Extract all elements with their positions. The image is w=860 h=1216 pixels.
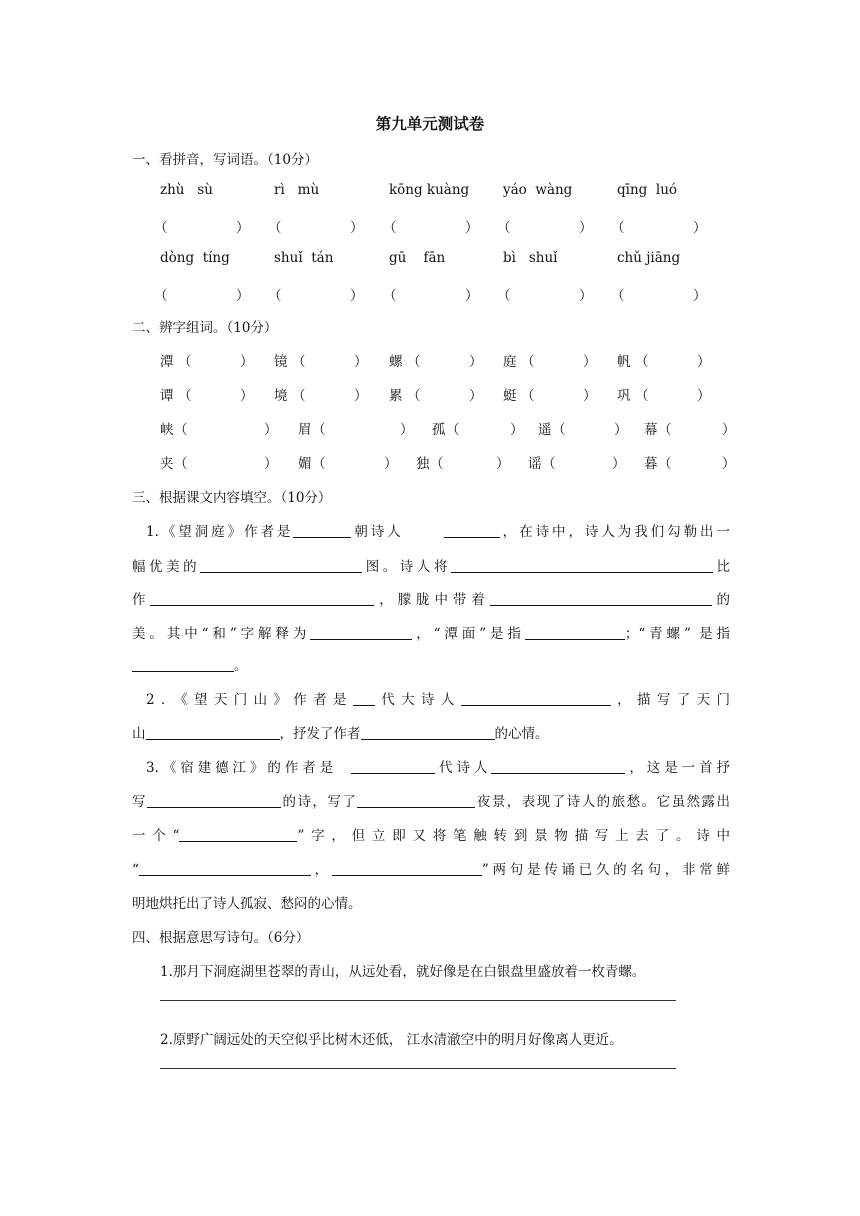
character: 谣 bbox=[528, 456, 542, 472]
poem-meaning-1: 1.那月下洞庭湖里苍翠的青山，从远处看，就好像是在白银盘里盛放着一枚青螺。 bbox=[160, 964, 646, 980]
blank[interactable] bbox=[491, 760, 625, 774]
q1-line1: 1.《望洞庭》作者是 朝诗人 ，在诗中，诗人为我们勾勒出一 bbox=[146, 524, 730, 540]
paren-open: （ bbox=[611, 288, 625, 304]
paren-open: （ bbox=[178, 388, 192, 404]
q3-line2: 写 的诗，写了 夜景，表现了诗人的旅愁。它虽然露出 bbox=[132, 794, 731, 810]
paren-close: ） bbox=[697, 354, 711, 370]
pinyin-label: shuǐ tán bbox=[274, 250, 334, 266]
paren-open: （ bbox=[154, 288, 168, 304]
paren-open: （ bbox=[154, 220, 168, 236]
paren-open: （ bbox=[430, 456, 444, 472]
paren-close: ） bbox=[400, 422, 414, 438]
paren-close: ） bbox=[697, 388, 711, 404]
character: 巩 bbox=[617, 388, 631, 404]
paren-close: ） bbox=[693, 220, 707, 236]
paren-close: ） bbox=[354, 354, 368, 370]
character: 孤 bbox=[432, 422, 446, 438]
paren-close: ） bbox=[722, 456, 736, 472]
q2-line1: 2．《望天门山》作者是 代大诗人 ，描写了天门 bbox=[146, 692, 731, 708]
paren-close: ） bbox=[350, 220, 364, 236]
blank[interactable] bbox=[310, 626, 412, 640]
paren-open: （ bbox=[312, 456, 326, 472]
paren-open: （ bbox=[383, 288, 397, 304]
paren-close: ） bbox=[240, 354, 254, 370]
character: 境 bbox=[274, 388, 288, 404]
blank[interactable] bbox=[200, 559, 362, 573]
pinyin-label: chǔ jiāng bbox=[617, 250, 681, 266]
paren-open: （ bbox=[635, 354, 649, 370]
q3-line1: 3.《宿建德江》的作者是 代诗人 ，这是一首抒 bbox=[146, 760, 731, 776]
pinyin-label: rì mù bbox=[274, 182, 320, 198]
q1-line3: 作 ，朦胧中带着 的 bbox=[132, 592, 731, 608]
character: 暮 bbox=[644, 456, 658, 472]
paren-open: （ bbox=[407, 388, 421, 404]
paren-open: （ bbox=[446, 422, 460, 438]
character: 遥 bbox=[538, 422, 552, 438]
paren-close: ） bbox=[693, 288, 707, 304]
section4-heading: 四、根据意思写诗句。（6分） bbox=[132, 930, 310, 946]
blank[interactable] bbox=[150, 592, 374, 606]
character: 潭 bbox=[160, 354, 174, 370]
paren-open: （ bbox=[312, 422, 326, 438]
q1-line4: 美。其中“和”字解释为 ，“潭面”是指 ；“青螺” 是指 bbox=[132, 626, 730, 642]
paren-open: （ bbox=[658, 422, 672, 438]
pinyin-label: yáo wàng bbox=[503, 182, 573, 198]
paren-open: （ bbox=[635, 388, 649, 404]
paren-open: （ bbox=[383, 220, 397, 236]
paren-open: （ bbox=[292, 354, 306, 370]
section2-heading: 二、辨字组词。（10分） bbox=[132, 320, 278, 336]
q1-line2: 幅优美的 图。诗人将 比 bbox=[132, 559, 731, 575]
paren-close: ） bbox=[236, 220, 250, 236]
paren-close: ） bbox=[264, 422, 278, 438]
q1-line5: 。 bbox=[132, 654, 730, 674]
paren-close: ） bbox=[465, 220, 479, 236]
character: 螺 bbox=[389, 354, 403, 370]
paren-close: ） bbox=[614, 422, 628, 438]
paren-close: ） bbox=[510, 422, 524, 438]
paren-open: （ bbox=[521, 388, 535, 404]
blank[interactable] bbox=[293, 524, 351, 538]
poem-meaning-2: 2.原野广阔远处的天空似乎比树木还低， 江水清澈空中的明月好像离人更近。 bbox=[160, 1032, 623, 1048]
section1-heading: 一、看拼音，写词语。（10分） bbox=[132, 152, 318, 168]
paren-close: ） bbox=[469, 354, 483, 370]
q2-line2: 山 ，抒发了作者 的心情。 bbox=[132, 726, 549, 742]
paren-open: （ bbox=[497, 288, 511, 304]
character: 谭 bbox=[160, 388, 174, 404]
paren-open: （ bbox=[407, 354, 421, 370]
page-title: 第九单元测试卷 bbox=[375, 114, 485, 133]
character: 庭 bbox=[503, 354, 517, 370]
character: 媚 bbox=[298, 456, 312, 472]
blank[interactable] bbox=[361, 726, 495, 740]
paren-close: ） bbox=[583, 354, 597, 370]
blank[interactable] bbox=[146, 726, 280, 740]
paren-close: ） bbox=[354, 388, 368, 404]
blank[interactable] bbox=[139, 862, 311, 876]
blank[interactable] bbox=[357, 794, 475, 808]
paren-close: ） bbox=[496, 456, 510, 472]
paren-open: （ bbox=[174, 422, 188, 438]
paren-open: （ bbox=[658, 456, 672, 472]
character: 夹 bbox=[160, 456, 174, 472]
paren-open: （ bbox=[178, 354, 192, 370]
q3-line4: “ ， ”两句是传诵已久的名句，非常鲜 bbox=[132, 862, 731, 878]
blank[interactable] bbox=[132, 658, 234, 672]
paren-close: ） bbox=[236, 288, 250, 304]
blank[interactable] bbox=[525, 626, 625, 640]
paren-close: ） bbox=[612, 456, 626, 472]
character: 眉 bbox=[298, 422, 312, 438]
q3-line5: 明地烘托出了诗人孤寂、愁闷的心情。 bbox=[132, 896, 362, 912]
blank[interactable] bbox=[451, 559, 713, 573]
character: 帆 bbox=[617, 354, 631, 370]
answer-line-1[interactable] bbox=[160, 1000, 676, 1001]
section3-heading: 三、根据课文内容填空。（10分） bbox=[132, 490, 332, 506]
blank[interactable] bbox=[147, 794, 281, 808]
blank[interactable] bbox=[353, 692, 375, 706]
paren-open: （ bbox=[292, 388, 306, 404]
blank[interactable] bbox=[490, 592, 712, 606]
q3-line3: 一个“ ”字，但立即又将笔触转到景物描写上去了。诗中 bbox=[132, 828, 731, 844]
paren-open: （ bbox=[611, 220, 625, 236]
blank[interactable] bbox=[351, 760, 435, 774]
pinyin-label: zhù sù bbox=[160, 182, 213, 198]
character: 峡 bbox=[160, 422, 174, 438]
paren-close: ） bbox=[465, 288, 479, 304]
paren-close: ） bbox=[579, 220, 593, 236]
paren-open: （ bbox=[552, 422, 566, 438]
character: 镜 bbox=[274, 354, 288, 370]
paren-close: ） bbox=[240, 388, 254, 404]
pinyin-label: dòng tíng bbox=[160, 250, 230, 266]
pinyin-label: gū fān bbox=[389, 250, 446, 266]
blank[interactable] bbox=[179, 828, 297, 842]
paren-close: ） bbox=[264, 456, 278, 472]
paren-open: （ bbox=[542, 456, 556, 472]
pinyin-label: bì shuǐ bbox=[503, 250, 558, 266]
paren-close: ） bbox=[469, 388, 483, 404]
paren-close: ） bbox=[583, 388, 597, 404]
paren-close: ） bbox=[350, 288, 364, 304]
answer-line-2[interactable] bbox=[160, 1068, 676, 1069]
paren-close: ） bbox=[579, 288, 593, 304]
paren-open: （ bbox=[174, 456, 188, 472]
character: 幕 bbox=[644, 422, 658, 438]
character: 累 bbox=[389, 388, 403, 404]
paren-open: （ bbox=[521, 354, 535, 370]
paren-close: ） bbox=[722, 422, 736, 438]
character: 独 bbox=[416, 456, 430, 472]
paren-open: （ bbox=[268, 288, 282, 304]
pinyin-label: qīng luó bbox=[617, 182, 678, 198]
paren-open: （ bbox=[268, 220, 282, 236]
paren-close: ） bbox=[384, 456, 398, 472]
character: 蜓 bbox=[503, 388, 517, 404]
paren-open: （ bbox=[497, 220, 511, 236]
blank[interactable] bbox=[444, 524, 500, 538]
blank[interactable] bbox=[332, 862, 482, 876]
blank[interactable] bbox=[461, 692, 611, 706]
pinyin-label: kōng kuàng bbox=[389, 182, 470, 198]
